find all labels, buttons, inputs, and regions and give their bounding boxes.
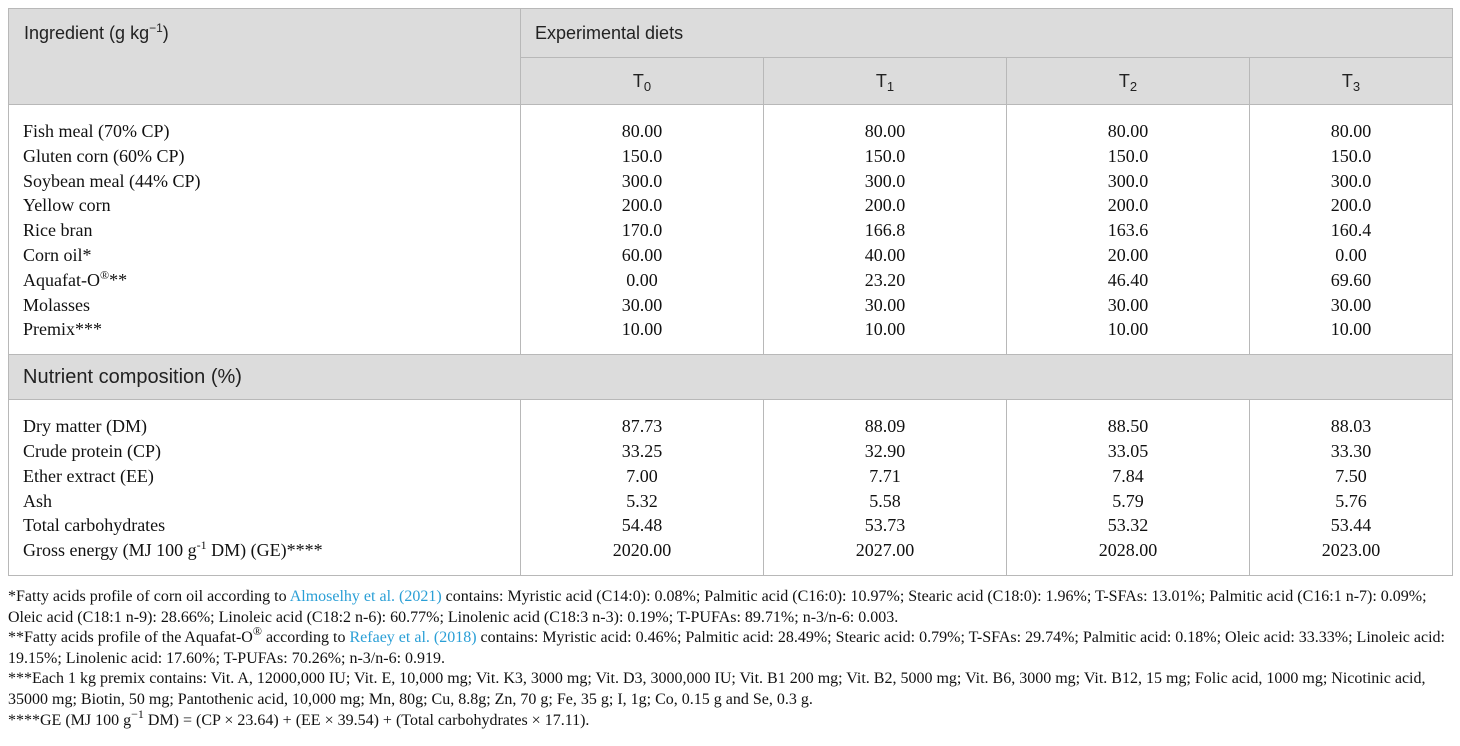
cell-t0: 300.0	[521, 169, 764, 194]
column-header-t1: $T_1$	[764, 58, 1007, 105]
cell-t3: 0.00	[1250, 243, 1453, 268]
footnote-corn-oil: *Fatty acids profile of corn oil according to Almoselhy et al. (2021) contains: Myristic acid (C14:0): 0.08%; Palmitic acid (C16:0): 10.97%; Stearic acid (C18:0): 1.96%; T-SFAs: 13.01%; Palmitic acid (C16:1 n-7): 0.09%; Oleic acid (C18:1 n-9): 28.66%; Linoleic acid (C18:2 n-6): 60.77%; Linolenic acid (C18:3 n-3): 0.19%; T-PUFAs: 89.71%; n-3/n-6: 0.003.	[8, 587, 1427, 626]
cell-t3: 33.30	[1250, 439, 1453, 464]
cell-t0: 10.00	[521, 317, 764, 354]
cell-t1: 2027.00	[764, 538, 1007, 575]
cell-t1: 53.73	[764, 513, 1007, 538]
cell-t2: 80.00	[1007, 105, 1250, 144]
cell-t2: 46.40	[1007, 268, 1250, 293]
row-label: Crude protein (CP)	[9, 439, 521, 464]
ingredient-row	[9, 243, 1453, 268]
cell-t3: 80.00	[1250, 105, 1453, 144]
row-label: Yellow corn	[9, 193, 521, 218]
cell-t1: 80.00	[764, 105, 1007, 144]
row-label: Molasses	[9, 293, 521, 318]
cell-t2: 2028.00	[1007, 538, 1250, 575]
ingredient-row	[9, 317, 1453, 354]
ingredient-header: Ingredient (g $kg^{-1}$)	[9, 9, 521, 105]
cell-t3: 10.00	[1250, 317, 1453, 354]
cell-t2: 150.0	[1007, 144, 1250, 169]
cell-t3: 150.0	[1250, 144, 1453, 169]
cell-t1: 30.00	[764, 293, 1007, 318]
cell-t2: 200.0	[1007, 193, 1250, 218]
ingredient-row	[9, 293, 1453, 318]
footnote-gross-energy: ****GE (MJ 100 $g^{-1}$ DM) = (CP × 23.64) + (EE × 39.54) + (Total carbohydrates × 17.11).	[8, 706, 590, 729]
cell-t0: 80.00	[521, 105, 764, 144]
cell-t1: 88.09	[764, 400, 1007, 439]
cell-t3: 69.60	[1250, 268, 1453, 293]
cell-t0: 2020.00	[521, 538, 764, 575]
footnote-aquafat: **Fatty acids profile of the Aquafat-O® according to Refaey et al. (2018) contains: Myristic acid: 0.46%; Palmitic acid: 28.49%; Stearic acid: 0.79%; T-SFAs: 29.74%; Palmitic acid: 0.18%; Oleic acid: 33.33%; Linoleic acid: 19.15%; Linolenic acid: 17.60%; T-PUFAs: 70.26%; n-3/n-6: 0.919.	[8, 624, 1445, 667]
footnotes	[8, 587, 1452, 731]
row-label: Gluten corn (60% CP)	[9, 144, 521, 169]
cell-t1: 5.58	[764, 489, 1007, 514]
cell-t1: 40.00	[764, 243, 1007, 268]
ingredient-row	[9, 144, 1453, 169]
cell-t3: 2023.00	[1250, 538, 1453, 575]
cell-t3: 88.03	[1250, 400, 1453, 439]
nutrient-composition-header: Nutrient composition (%)	[9, 355, 1453, 400]
cell-t1: 150.0	[764, 144, 1007, 169]
cell-t1: 7.71	[764, 464, 1007, 489]
row-label: Ash	[9, 489, 521, 514]
cell-t3: 300.0	[1250, 169, 1453, 194]
ingredient-row	[9, 105, 1453, 144]
cell-t2: 20.00	[1007, 243, 1250, 268]
cell-t3: 7.50	[1250, 464, 1453, 489]
cell-t3: 53.44	[1250, 513, 1453, 538]
header-row-top	[9, 9, 1453, 58]
nutrient-row	[9, 439, 1453, 464]
row-label: Fish meal (70% CP)	[9, 105, 521, 144]
cell-t0: 60.00	[521, 243, 764, 268]
cell-t0: 170.0	[521, 218, 764, 243]
diet-composition-table	[8, 8, 1453, 576]
cell-t3: 30.00	[1250, 293, 1453, 318]
cell-t2: 30.00	[1007, 293, 1250, 318]
cell-t0: 87.73	[521, 400, 764, 439]
cell-t2: 53.32	[1007, 513, 1250, 538]
experimental-diets-header: Experimental diets	[521, 9, 1453, 58]
cell-t0: 5.32	[521, 489, 764, 514]
nutrient-row	[9, 538, 1453, 575]
cell-t0: 150.0	[521, 144, 764, 169]
cell-t2: 7.84	[1007, 464, 1250, 489]
column-header-t2: $T_2$	[1007, 58, 1250, 105]
ingredient-row	[9, 268, 1453, 293]
ingredient-row	[9, 169, 1453, 194]
row-label: Total carbohydrates	[9, 513, 521, 538]
cell-t0: 200.0	[521, 193, 764, 218]
cell-t2: 5.79	[1007, 489, 1250, 514]
cell-t3: 5.76	[1250, 489, 1453, 514]
row-label: Soybean meal (44% CP)	[9, 169, 521, 194]
nutrient-row	[9, 489, 1453, 514]
nutrient-section-row	[9, 355, 1453, 400]
cell-t0: 54.48	[521, 513, 764, 538]
ingredient-row	[9, 193, 1453, 218]
row-label: Dry matter (DM)	[9, 400, 521, 439]
ingredient-row	[9, 218, 1453, 243]
cell-t1: 300.0	[764, 169, 1007, 194]
ingredient-rows	[9, 105, 1453, 355]
reference-link-almoselhy[interactable]: Almoselhy et al. (2021)	[289, 587, 442, 605]
nutrient-row	[9, 464, 1453, 489]
row-label: Premix***	[9, 317, 521, 354]
row-label: Corn oil*	[9, 243, 521, 268]
cell-t2: 300.0	[1007, 169, 1250, 194]
footnote-premix: ***Each 1 kg premix contains: Vit. A, 12000,000 IU; Vit. E, 10,000 mg; Vit. K3, 3000 mg; Vit. D3, 3000,000 IU; Vit. B1 200 mg; Vit. B2, 5000 mg; Vit. B6, 3000 mg; Vit. B12, 15 mg; Folic acid, 1000 mg; Nicotinic acid, 35000 mg; Biotin, 50 mg; Pantothenic acid, 10,000 mg; Mn, 80g; Cu, 8.8g; Zn, 70 g; Fe, 35 g; I, 1g; Co, 0.15 g and Se, 0.3 g.	[8, 670, 1426, 708]
nutrient-row	[9, 400, 1453, 439]
nutrient-row	[9, 513, 1453, 538]
cell-t2: 33.05	[1007, 439, 1250, 464]
row-label: Gross energy (MJ 100 $g^{-1}$ DM) (GE)****	[9, 538, 521, 575]
cell-t3: 160.4	[1250, 218, 1453, 243]
row-label: Ether extract (EE)	[9, 464, 521, 489]
cell-t1: 200.0	[764, 193, 1007, 218]
cell-t2: 163.6	[1007, 218, 1250, 243]
cell-t0: 30.00	[521, 293, 764, 318]
reference-link-refaey[interactable]: Refaey et al. (2018)	[349, 629, 477, 647]
cell-t1: 166.8	[764, 218, 1007, 243]
row-label: Rice bran	[9, 218, 521, 243]
cell-t2: 88.50	[1007, 400, 1250, 439]
diet-table-container	[8, 8, 1452, 731]
cell-t0: 0.00	[521, 268, 764, 293]
cell-t0: 33.25	[521, 439, 764, 464]
nutrient-rows	[9, 400, 1453, 576]
cell-t1: 23.20	[764, 268, 1007, 293]
cell-t3: 200.0	[1250, 193, 1453, 218]
row-label: Aquafat-O®**	[9, 268, 521, 293]
cell-t1: 32.90	[764, 439, 1007, 464]
cell-t0: 7.00	[521, 464, 764, 489]
column-header-t0: $T_0$	[521, 58, 764, 105]
cell-t2: 10.00	[1007, 317, 1250, 354]
column-header-t3: $T_3$	[1250, 58, 1453, 105]
cell-t1: 10.00	[764, 317, 1007, 354]
